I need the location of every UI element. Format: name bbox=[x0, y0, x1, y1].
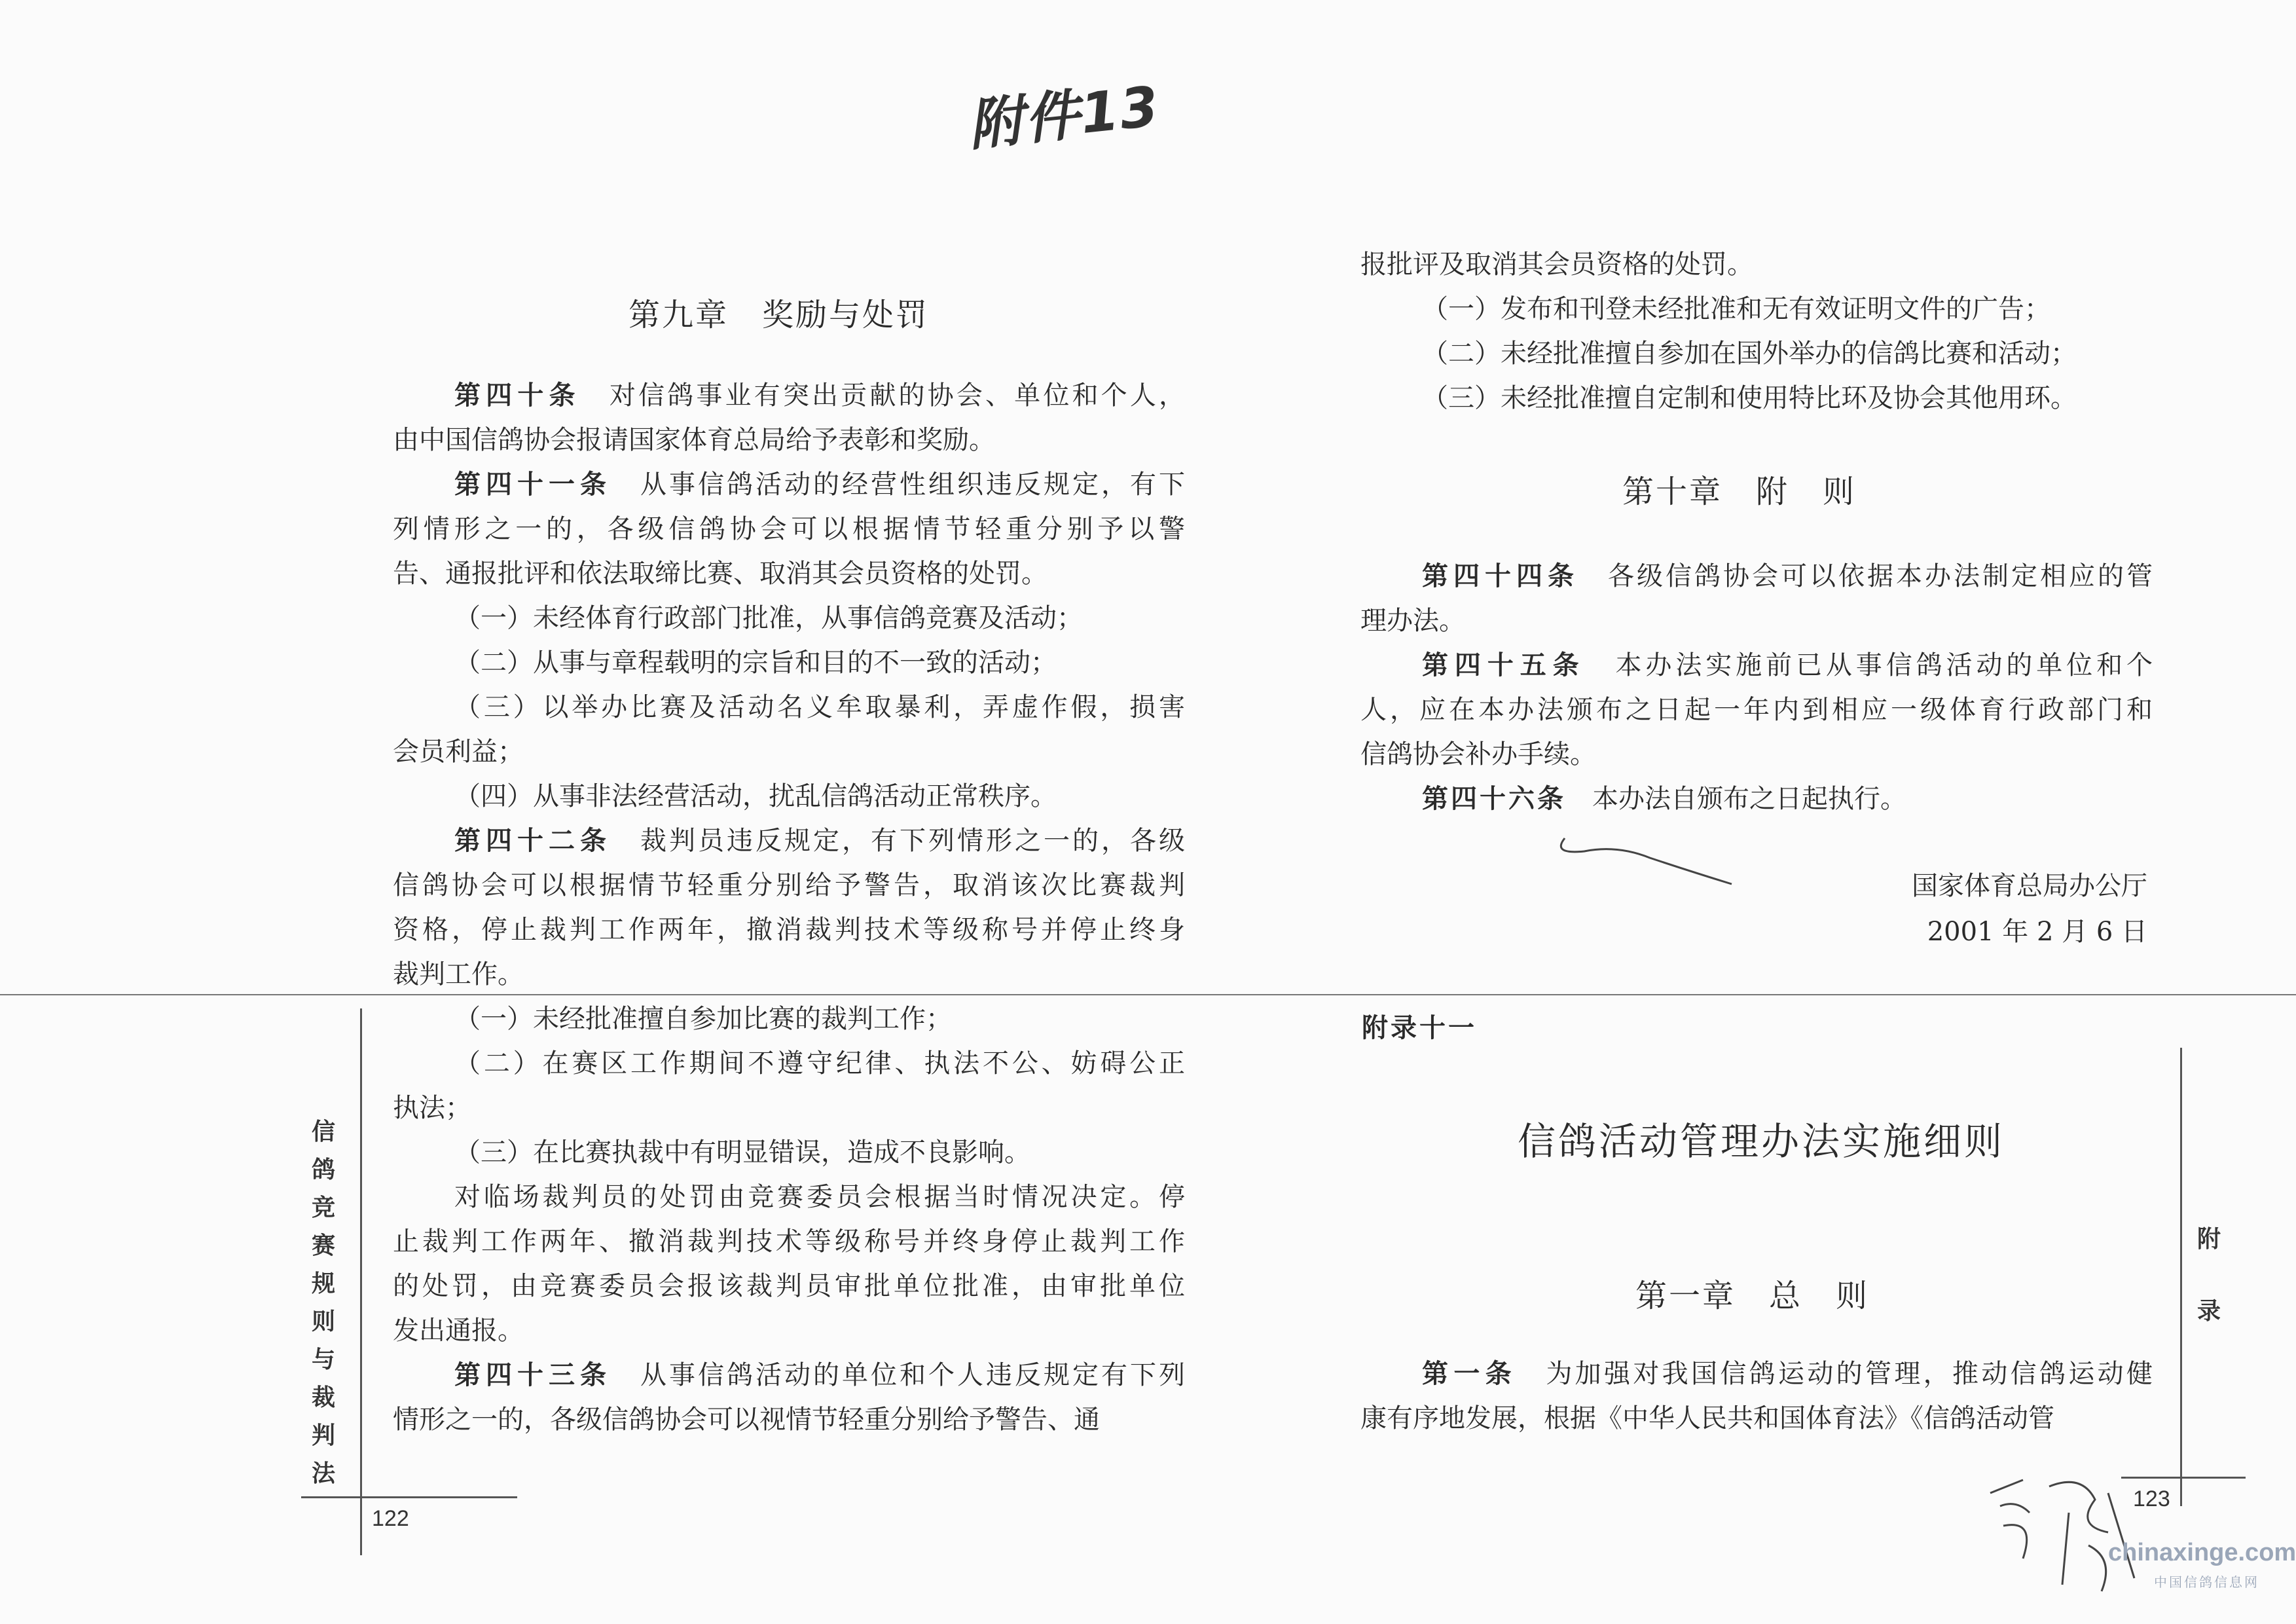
side-label-char: 规 bbox=[311, 1270, 335, 1297]
left-chapter-title: 第九章 奖励与处罚 bbox=[629, 297, 930, 333]
text-segment: 对信鸽事业有突出贡献的协会、单位和个人， bbox=[580, 380, 1186, 411]
article-number: 第四十三条 bbox=[454, 1359, 611, 1390]
text-segment: 对临场裁判员的处罚由竞赛委员会根据当时情况决定。停 bbox=[454, 1182, 1185, 1212]
text-segment: 信鸽协会可以根据情节轻重分别给予警告，取消该次比赛裁判 bbox=[393, 870, 1185, 900]
side-label-char: 判 bbox=[311, 1422, 335, 1449]
article-number: 第四十条 bbox=[454, 380, 581, 411]
text-line bbox=[1360, 688, 2153, 732]
text-segment: 人，应在本办法颁布之日起一年内到相应一级体育行政部门和 bbox=[1360, 695, 2153, 725]
text-segment: （四）从事非法经营活动，扰乱信鸽活动正常秩序。 bbox=[454, 781, 1057, 811]
text-segment: 列情形之一的，各级信鸽协会可以根据情节轻重分别予以警 bbox=[393, 514, 1185, 544]
text-line bbox=[393, 997, 1185, 1041]
text-line bbox=[393, 1397, 1185, 1442]
text-line bbox=[393, 551, 1185, 596]
text-segment: 各级信鸽协会可以依据本办法制定相应的管 bbox=[1579, 561, 2153, 591]
text-segment: 会员利益； bbox=[393, 737, 524, 767]
text-segment: 发出通报。 bbox=[393, 1316, 524, 1346]
section-title: 第一章 总 则 bbox=[1635, 1278, 1870, 1314]
text-line bbox=[1360, 1352, 2153, 1396]
text-segment: 执法； bbox=[393, 1093, 471, 1123]
text-line bbox=[393, 462, 1185, 507]
side-label-char: 则 bbox=[311, 1308, 335, 1335]
right-margin-rule bbox=[2180, 1048, 2182, 1506]
signature-stroke bbox=[1545, 819, 1741, 891]
text-line bbox=[393, 819, 1185, 863]
handwritten-annotation: 附件13 bbox=[965, 73, 1163, 158]
text-segment: （三）在比赛执裁中有明显错误，造成不良影响。 bbox=[454, 1137, 1030, 1168]
text-segment: （三）未经批准擅自定制和使用特比环及协会其他用环。 bbox=[1422, 383, 2077, 413]
left-margin-rule bbox=[360, 1008, 362, 1555]
text-line bbox=[393, 1219, 1185, 1264]
article-number: 第四十五条 bbox=[1422, 650, 1586, 680]
left-side-label bbox=[308, 1113, 339, 1493]
first-article bbox=[1360, 1352, 2153, 1441]
text-segment: 康有序地发展，根据《中华人民共和国体育法》《信鸽活动管 bbox=[1360, 1403, 2054, 1433]
text-segment: 资格，停止裁判工作两年，撤消裁判技术等级称号并停止终身 bbox=[393, 915, 1185, 945]
text-line bbox=[393, 685, 1185, 729]
text-line bbox=[393, 1264, 1185, 1308]
text-line bbox=[393, 640, 1185, 685]
text-line bbox=[1360, 242, 2153, 287]
text-segment: 为加强对我国信鸽运动的管理，推动信鸽运动健 bbox=[1517, 1359, 2153, 1389]
text-line bbox=[1360, 777, 2153, 821]
text-segment: 的处罚，由竞赛委员会报该裁判员审批单位批准，由审批单位 bbox=[393, 1271, 1185, 1301]
text-line bbox=[1360, 599, 2153, 643]
text-segment: 告、通报批评和依法取缔比赛、取消其会员资格的处罚。 bbox=[393, 559, 1048, 589]
text-segment: 信鸽协会补办手续。 bbox=[1360, 739, 1596, 769]
text-line bbox=[393, 774, 1185, 819]
text-segment: （一）未经批准擅自参加比赛的裁判工作； bbox=[454, 1004, 952, 1034]
text-segment: 止裁判工作两年、撤消裁判技术等级称号并终身停止裁判工作 bbox=[393, 1227, 1185, 1257]
text-line bbox=[1360, 376, 2153, 420]
text-line bbox=[393, 1308, 1185, 1353]
text-line bbox=[393, 1086, 1185, 1130]
text-line bbox=[393, 1041, 1185, 1086]
text-line bbox=[1360, 331, 2153, 376]
article-number: 第四十四条 bbox=[1422, 561, 1579, 591]
text-segment: 从事信鸽活动的经营性组织违反规定，有下 bbox=[611, 470, 1185, 500]
article-number: 第四十二条 bbox=[454, 825, 611, 856]
text-line bbox=[393, 1175, 1185, 1219]
right-page-articles bbox=[1360, 554, 2153, 821]
right-page-number: 123 bbox=[2133, 1486, 2170, 1511]
text-line bbox=[393, 373, 1185, 418]
right-page-continuation bbox=[1360, 242, 2153, 420]
watermark-subtitle: 中国信鸽信息网 bbox=[2154, 1576, 2259, 1590]
text-line bbox=[1360, 554, 2153, 599]
text-segment: （一）发布和刊登未经批准和无有效证明文件的广告； bbox=[1422, 294, 2050, 324]
text-line bbox=[393, 908, 1185, 952]
side-label-char: 裁 bbox=[311, 1384, 335, 1411]
article-number: 第四十六条 bbox=[1422, 783, 1566, 814]
article-number: 第一条 bbox=[1422, 1358, 1517, 1389]
watermark-site: chinaxinge.com bbox=[2108, 1539, 2296, 1566]
side-label-char: 与 bbox=[311, 1346, 335, 1373]
text-segment: 本办法自颁布之日起执行。 bbox=[1566, 784, 1906, 814]
handwritten-signature bbox=[1977, 1454, 2147, 1598]
issuer-block bbox=[1781, 863, 2200, 955]
text-line bbox=[1360, 732, 2153, 777]
text-segment: 情形之一的，各级信鸽协会可以视情节轻重分别给予警告、通 bbox=[393, 1405, 1100, 1435]
right-side-label: 附 录 bbox=[2196, 1226, 2245, 1325]
text-segment: （二）未经批准擅自参加在国外举办的信鸽比赛和活动； bbox=[1422, 339, 2077, 369]
right-chapter-title: 第十章 附 则 bbox=[1622, 473, 1857, 510]
text-line bbox=[1360, 287, 2153, 331]
issuer-name: 国家体育总局办公厅 bbox=[1912, 871, 2147, 901]
left-page-body bbox=[393, 373, 1185, 1442]
text-segment: 由中国信鸽协会报请国家体育总局给予表彰和奖励。 bbox=[393, 425, 995, 455]
text-segment: （一）未经体育行政部门批准，从事信鸽竞赛及活动； bbox=[454, 603, 1083, 633]
text-segment: 从事信鸽活动的单位和个人违反规定有下列 bbox=[611, 1360, 1185, 1390]
text-segment: 裁判工作。 bbox=[393, 959, 524, 989]
side-label-char: 竞 bbox=[311, 1194, 335, 1221]
text-segment: 裁判员违反规定，有下列情形之一的，各级 bbox=[611, 826, 1185, 856]
text-segment: （二）在赛区工作期间不遵守纪律、执法不公、妨碍公正 bbox=[454, 1048, 1185, 1079]
text-segment: （三）以举办比赛及活动名义牟取暴利，弄虚作假，损害 bbox=[454, 692, 1185, 722]
text-segment: （二）从事与章程载明的宗旨和目的不一致的活动； bbox=[454, 648, 1057, 678]
side-label-char: 信 bbox=[311, 1118, 335, 1145]
text-line bbox=[1360, 643, 2153, 688]
side-label-char: 赛 bbox=[311, 1232, 335, 1259]
text-line bbox=[393, 507, 1185, 551]
text-segment: 报批评及取消其会员资格的处罚。 bbox=[1360, 249, 1753, 280]
side-label-char: 法 bbox=[311, 1460, 335, 1487]
article-number: 第四十一条 bbox=[454, 469, 611, 500]
text-line bbox=[393, 418, 1185, 462]
left-footer-rule bbox=[301, 1496, 517, 1498]
text-segment: 理办法。 bbox=[1360, 606, 1465, 636]
left-page-number: 122 bbox=[372, 1506, 409, 1531]
text-line bbox=[393, 863, 1185, 908]
text-line bbox=[393, 1353, 1185, 1397]
side-label-char: 鸽 bbox=[311, 1156, 335, 1183]
text-line bbox=[393, 729, 1185, 774]
text-segment: 本办法实施前已从事信鸽活动的单位和个 bbox=[1585, 650, 2153, 680]
issue-date: 2001 年 2 月 6 日 bbox=[1927, 917, 2147, 947]
text-line bbox=[1360, 1396, 2153, 1441]
text-line bbox=[393, 1130, 1185, 1175]
text-line bbox=[393, 952, 1185, 997]
appendix-label: 附录十一 bbox=[1362, 1013, 1477, 1043]
rules-title: 信鸽活动管理办法实施细则 bbox=[1518, 1119, 2005, 1164]
text-line bbox=[393, 596, 1185, 640]
